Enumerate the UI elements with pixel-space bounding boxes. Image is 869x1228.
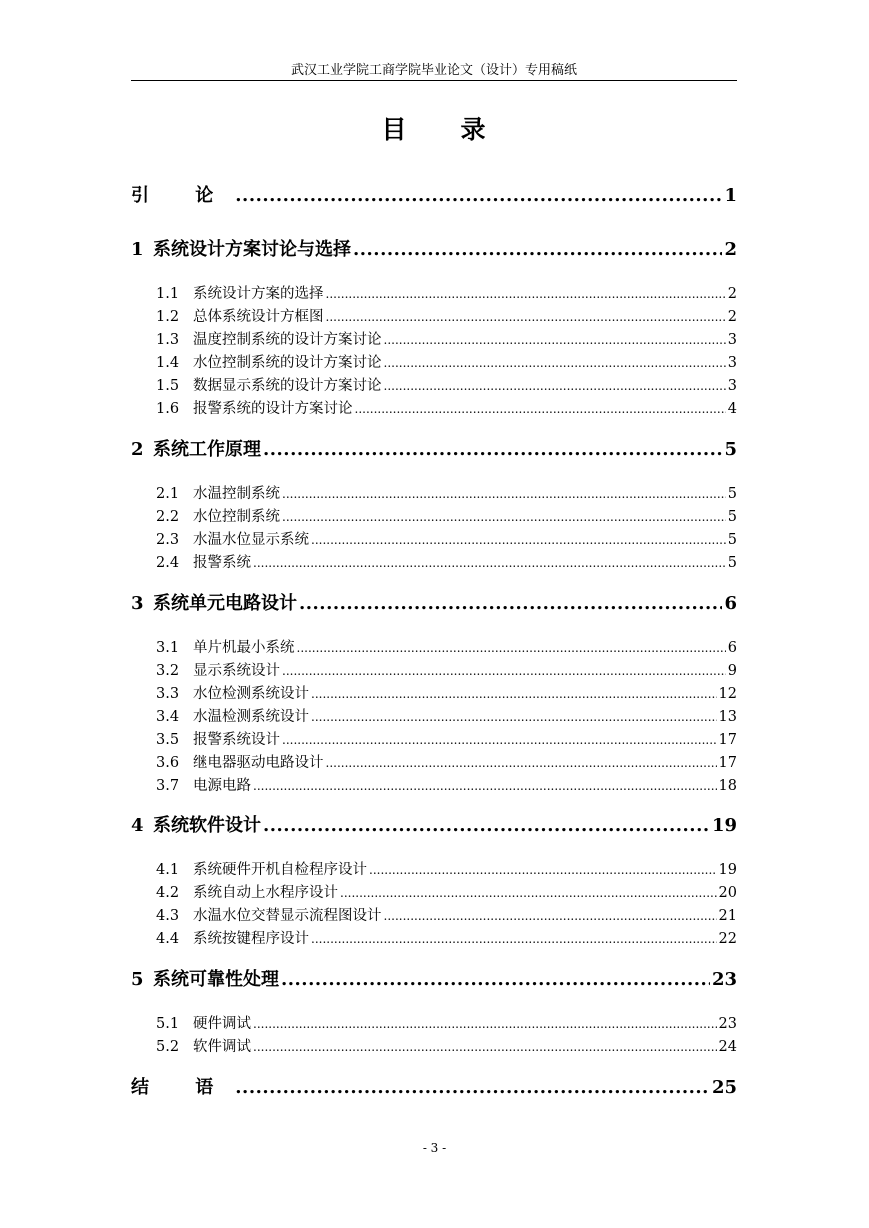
toc-number: 5 (131, 969, 144, 990)
toc-leader-dots (311, 683, 717, 705)
toc-page-number: 19 (718, 862, 737, 878)
toc-label: 引 论 (131, 185, 234, 206)
toc-number: 1.1 (156, 286, 180, 302)
toc-label: 报警系统的设计方案讨论 (193, 401, 353, 417)
toc-leader-dots (253, 552, 726, 574)
toc-number: 3.3 (156, 686, 180, 702)
toc-label: 水位控制系统 (193, 509, 280, 525)
toc-label: 系统单元电路设计 (153, 593, 297, 614)
toc-section[interactable] (156, 529, 737, 551)
toc-number: 5.2 (156, 1039, 180, 1055)
toc-page-number: 5 (727, 509, 737, 525)
page-title (0, 114, 869, 146)
toc-page-number: 18 (718, 778, 737, 794)
toc-label: 单片机最小系统 (193, 640, 295, 656)
toc-label: 系统按键程序设计 (193, 931, 309, 947)
toc-number: 1.2 (156, 309, 180, 325)
toc-number: 2.3 (156, 532, 180, 548)
toc-page-number: 3 (727, 355, 737, 371)
toc-section[interactable] (156, 398, 737, 420)
toc-section[interactable] (156, 552, 737, 574)
toc-leader-dots (384, 905, 717, 927)
toc-leader-dots (263, 814, 710, 838)
toc-section[interactable] (156, 637, 737, 659)
toc-number: 4.1 (156, 862, 180, 878)
toc-label: 软件调试 (193, 1039, 251, 1055)
toc-section[interactable] (156, 1013, 737, 1035)
toc-label: 水位控制系统的设计方案讨论 (193, 355, 382, 371)
toc-label: 总体系统设计方框图 (193, 309, 324, 325)
page-header: 武汉工业学院工商学院毕业论文（设计）专用稿纸 (290, 63, 577, 78)
toc-label: 水位检测系统设计 (193, 686, 309, 702)
toc-label: 系统可靠性处理 (153, 969, 279, 990)
toc-page-number: 25 (711, 1077, 737, 1098)
toc-section[interactable] (156, 329, 737, 351)
toc-page-number: 19 (711, 815, 737, 836)
toc-number: 3.7 (156, 778, 180, 794)
toc-leader-dots (282, 483, 726, 505)
toc-leader-dots (355, 398, 726, 420)
toc-number: 1.6 (156, 401, 180, 417)
toc-section[interactable] (156, 283, 737, 305)
toc-number: 3.4 (156, 709, 180, 725)
toc-leader-dots (253, 1013, 717, 1035)
toc-leader-dots (369, 859, 717, 881)
toc-page-number: 2 (727, 286, 737, 302)
toc-chapter[interactable] (131, 1076, 737, 1100)
toc-chapter[interactable] (131, 184, 737, 208)
toc-number: 2.1 (156, 486, 180, 502)
toc-number: 1.4 (156, 355, 180, 371)
toc-section[interactable] (156, 706, 737, 728)
toc-label: 水温检测系统设计 (193, 709, 309, 725)
toc-section[interactable] (156, 928, 737, 950)
toc-page-number: 20 (718, 885, 737, 901)
toc-section[interactable] (156, 660, 737, 682)
toc-page-number: 9 (727, 663, 737, 679)
toc-label: 系统自动上水程序设计 (193, 885, 338, 901)
toc-section[interactable] (156, 352, 737, 374)
header-rule (131, 80, 737, 81)
page-number: - 3 - (422, 1141, 447, 1155)
toc-leader-dots (235, 184, 722, 208)
toc-page-number: 23 (711, 969, 737, 990)
toc-page-number: 5 (727, 555, 737, 571)
toc-leader-dots (326, 283, 726, 305)
toc-leader-dots (384, 329, 726, 351)
toc-number: 4.4 (156, 931, 180, 947)
toc-number: 3.2 (156, 663, 180, 679)
toc-page-number: 5 (727, 532, 737, 548)
toc-page-number: 2 (727, 309, 737, 325)
toc-leader-dots (340, 882, 717, 904)
toc-number: 3.1 (156, 640, 180, 656)
title-char-1: 目 (381, 115, 409, 144)
toc-leader-dots (326, 752, 717, 774)
toc-leader-dots (326, 306, 726, 328)
toc-label: 硬件调试 (193, 1016, 251, 1032)
toc-label: 数据显示系统的设计方案讨论 (193, 378, 382, 394)
toc-leader-dots (353, 238, 722, 262)
toc-page-number: 3 (727, 378, 737, 394)
toc-page-number: 24 (718, 1039, 737, 1055)
toc-number: 2.2 (156, 509, 180, 525)
toc-label: 水温水位显示系统 (193, 532, 309, 548)
toc-leader-dots (384, 375, 726, 397)
title-char-2: 录 (460, 115, 488, 144)
toc-label: 水温控制系统 (193, 486, 280, 502)
toc-leader-dots (282, 729, 717, 751)
toc-page-number: 22 (718, 931, 737, 947)
toc-section[interactable] (156, 306, 737, 328)
toc-leader-dots (282, 506, 726, 528)
toc-label: 系统设计方案讨论与选择 (153, 239, 351, 260)
toc-chapter[interactable] (131, 814, 737, 838)
toc-leader-dots (235, 1076, 710, 1100)
toc-page-number: 13 (718, 709, 737, 725)
toc-leader-dots (384, 352, 726, 374)
toc-number: 1.5 (156, 378, 180, 394)
toc-label: 报警系统设计 (193, 732, 280, 748)
toc-chapter[interactable] (131, 968, 737, 992)
toc-page-number: 4 (727, 401, 737, 417)
toc-label: 系统硬件开机自检程序设计 (193, 862, 367, 878)
toc-page-number: 3 (727, 332, 737, 348)
toc-chapter[interactable] (131, 438, 737, 462)
toc-leader-dots (282, 660, 726, 682)
toc-page-number: 2 (724, 239, 737, 260)
toc-chapter[interactable] (131, 238, 737, 262)
toc-number: 2.4 (156, 555, 180, 571)
toc-number: 1.3 (156, 332, 180, 348)
toc-label: 温度控制系统的设计方案讨论 (193, 332, 382, 348)
toc-section[interactable] (156, 683, 737, 705)
toc-section[interactable] (156, 752, 737, 774)
toc-page-number: 21 (718, 908, 737, 924)
toc-page-number: 17 (718, 732, 737, 748)
toc-section[interactable] (156, 882, 737, 904)
toc-section[interactable] (156, 483, 737, 505)
toc-label: 结 语 (131, 1077, 234, 1098)
toc-section[interactable] (156, 905, 737, 927)
toc-label: 系统工作原理 (153, 439, 261, 460)
toc-section[interactable] (156, 775, 737, 797)
toc-label: 电源电路 (193, 778, 251, 794)
toc-section[interactable] (156, 506, 737, 528)
toc-page-number: 6 (727, 640, 737, 656)
toc-leader-dots (253, 1036, 717, 1058)
toc-page-number: 5 (727, 486, 737, 502)
toc-page-number: 6 (724, 593, 737, 614)
toc-page-number: 12 (718, 686, 737, 702)
toc-label: 系统软件设计 (153, 815, 261, 836)
toc-number: 4.2 (156, 885, 180, 901)
toc-leader-dots (299, 592, 722, 616)
toc-chapter[interactable] (131, 592, 737, 616)
toc-number: 2 (131, 439, 144, 460)
toc-number: 5.1 (156, 1016, 180, 1032)
toc-section[interactable] (156, 375, 737, 397)
toc-leader-dots (281, 968, 710, 992)
toc-number: 4.3 (156, 908, 180, 924)
toc-leader-dots (311, 928, 717, 950)
toc-number: 3 (131, 593, 144, 614)
toc-label: 报警系统 (193, 555, 251, 571)
toc-leader-dots (297, 637, 726, 659)
toc-page-number: 17 (718, 755, 737, 771)
toc-section[interactable] (156, 729, 737, 751)
toc-label: 显示系统设计 (193, 663, 280, 679)
toc-page-number: 5 (724, 439, 737, 460)
toc-page-number: 23 (718, 1016, 737, 1032)
toc-leader-dots (311, 529, 726, 551)
toc-number: 1 (131, 239, 144, 260)
toc-page-number: 1 (724, 185, 737, 206)
toc-label: 继电器驱动电路设计 (193, 755, 324, 771)
toc-number: 3.5 (156, 732, 180, 748)
toc-number: 3.6 (156, 755, 180, 771)
toc-leader-dots (263, 438, 722, 462)
toc-label: 水温水位交替显示流程图设计 (193, 908, 382, 924)
toc-section[interactable] (156, 1036, 737, 1058)
toc-leader-dots (311, 706, 717, 728)
toc-section[interactable] (156, 859, 737, 881)
toc-leader-dots (253, 775, 717, 797)
toc-number: 4 (131, 815, 144, 836)
toc-label: 系统设计方案的选择 (193, 286, 324, 302)
